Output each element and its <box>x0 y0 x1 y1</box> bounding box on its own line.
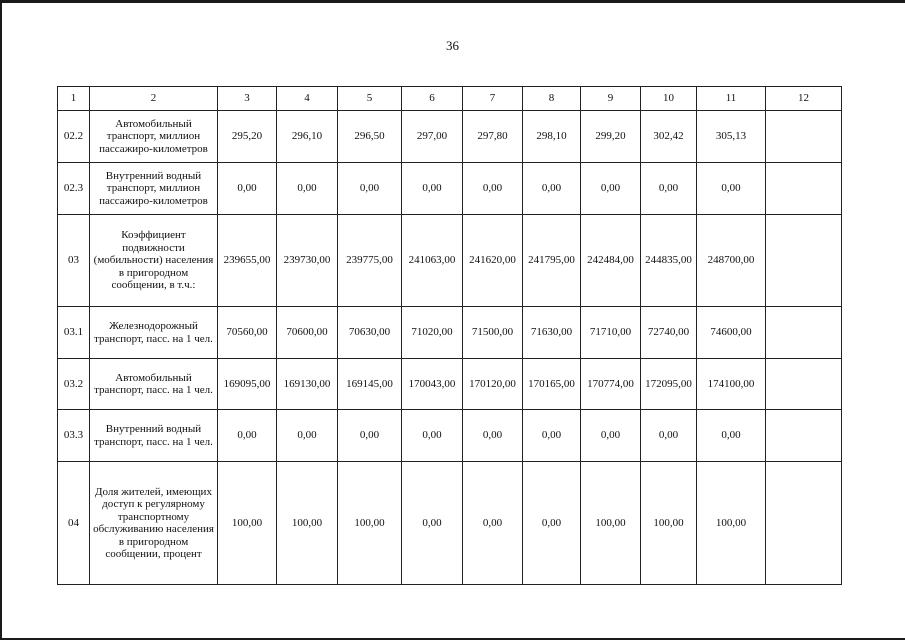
row-value: 100,00 <box>277 462 338 585</box>
row-value <box>766 462 842 585</box>
row-name: Доля жителей, имеющих доступ к регулярному транспортному обслуживанию населения в пригородном сообщении, процент <box>90 462 218 585</box>
row-value: 0,00 <box>463 410 523 462</box>
row-value: 100,00 <box>697 462 766 585</box>
column-header: 8 <box>523 87 581 111</box>
row-value: 172095,00 <box>641 359 697 410</box>
row-value: 0,00 <box>402 410 463 462</box>
column-header: 2 <box>90 87 218 111</box>
column-header: 12 <box>766 87 842 111</box>
row-value: 297,00 <box>402 111 463 163</box>
row-value <box>766 163 842 215</box>
row-value: 71020,00 <box>402 307 463 359</box>
row-value: 0,00 <box>523 163 581 215</box>
row-value: 242484,00 <box>581 215 641 307</box>
row-code: 03.3 <box>58 410 90 462</box>
row-value: 170165,00 <box>523 359 581 410</box>
row-value: 72740,00 <box>641 307 697 359</box>
column-header: 6 <box>402 87 463 111</box>
row-value: 248700,00 <box>697 215 766 307</box>
row-value <box>766 111 842 163</box>
column-header: 10 <box>641 87 697 111</box>
row-value: 241620,00 <box>463 215 523 307</box>
row-name: Автомобильный транспорт, пасс. на 1 чел. <box>90 359 218 410</box>
row-value: 0,00 <box>402 163 463 215</box>
row-value: 299,20 <box>581 111 641 163</box>
row-code: 03.1 <box>58 307 90 359</box>
row-value <box>766 307 842 359</box>
row-value: 298,10 <box>523 111 581 163</box>
row-name: Железнодорожный транспорт, пасс. на 1 чел. <box>90 307 218 359</box>
row-code: 03 <box>58 215 90 307</box>
row-code: 03.2 <box>58 359 90 410</box>
data-table <box>57 86 842 585</box>
row-value: 0,00 <box>277 410 338 462</box>
table-header-row <box>58 87 842 111</box>
row-value: 295,20 <box>218 111 277 163</box>
row-value: 100,00 <box>338 462 402 585</box>
row-value: 297,80 <box>463 111 523 163</box>
row-value: 0,00 <box>641 163 697 215</box>
row-value: 0,00 <box>218 410 277 462</box>
row-value: 0,00 <box>523 410 581 462</box>
table-row <box>58 215 842 307</box>
row-code: 02.2 <box>58 111 90 163</box>
row-value: 170043,00 <box>402 359 463 410</box>
row-value: 70560,00 <box>218 307 277 359</box>
scan-edge-left <box>0 0 2 640</box>
row-value: 70630,00 <box>338 307 402 359</box>
row-value <box>766 215 842 307</box>
row-value: 241063,00 <box>402 215 463 307</box>
row-value: 0,00 <box>697 163 766 215</box>
table-row <box>58 111 842 163</box>
row-value: 0,00 <box>581 163 641 215</box>
row-value: 100,00 <box>641 462 697 585</box>
column-header: 5 <box>338 87 402 111</box>
column-header: 7 <box>463 87 523 111</box>
row-value: 302,42 <box>641 111 697 163</box>
column-header: 4 <box>277 87 338 111</box>
row-name: Внутренний водный транспорт, пасс. на 1 чел. <box>90 410 218 462</box>
table-row <box>58 307 842 359</box>
column-header: 1 <box>58 87 90 111</box>
row-value: 0,00 <box>218 163 277 215</box>
row-value: 0,00 <box>338 163 402 215</box>
row-value: 0,00 <box>581 410 641 462</box>
row-value: 239655,00 <box>218 215 277 307</box>
row-value: 296,10 <box>277 111 338 163</box>
row-value: 0,00 <box>338 410 402 462</box>
scan-edge-top <box>0 0 905 3</box>
row-value: 0,00 <box>463 163 523 215</box>
row-value <box>766 410 842 462</box>
row-name: Коэффициент подвижности (мобильности) населения в пригородном сообщении, в т.ч.: <box>90 215 218 307</box>
row-value: 170774,00 <box>581 359 641 410</box>
row-value: 0,00 <box>402 462 463 585</box>
row-value: 241795,00 <box>523 215 581 307</box>
row-value: 0,00 <box>697 410 766 462</box>
table-row <box>58 410 842 462</box>
row-value: 0,00 <box>641 410 697 462</box>
row-value: 100,00 <box>581 462 641 585</box>
row-name: Внутренний водный транспорт, миллион пассажиро-километров <box>90 163 218 215</box>
row-value: 239775,00 <box>338 215 402 307</box>
row-value: 74600,00 <box>697 307 766 359</box>
table-row <box>58 462 842 585</box>
row-value: 170120,00 <box>463 359 523 410</box>
row-value: 239730,00 <box>277 215 338 307</box>
table-row <box>58 359 842 410</box>
row-value: 169095,00 <box>218 359 277 410</box>
row-value: 71710,00 <box>581 307 641 359</box>
row-value: 0,00 <box>277 163 338 215</box>
column-header: 11 <box>697 87 766 111</box>
row-value: 296,50 <box>338 111 402 163</box>
row-value: 169145,00 <box>338 359 402 410</box>
row-value: 100,00 <box>218 462 277 585</box>
table-row <box>58 163 842 215</box>
page-number: 36 <box>446 38 459 53</box>
row-value: 244835,00 <box>641 215 697 307</box>
row-code: 04 <box>58 462 90 585</box>
row-value: 174100,00 <box>697 359 766 410</box>
column-header: 9 <box>581 87 641 111</box>
row-value: 71500,00 <box>463 307 523 359</box>
row-value: 169130,00 <box>277 359 338 410</box>
column-header: 3 <box>218 87 277 111</box>
row-value: 71630,00 <box>523 307 581 359</box>
row-value: 0,00 <box>523 462 581 585</box>
row-code: 02.3 <box>58 163 90 215</box>
row-value: 0,00 <box>463 462 523 585</box>
row-name: Автомобильный транспорт, миллион пассажиро-километров <box>90 111 218 163</box>
row-value: 305,13 <box>697 111 766 163</box>
row-value <box>766 359 842 410</box>
row-value: 70600,00 <box>277 307 338 359</box>
